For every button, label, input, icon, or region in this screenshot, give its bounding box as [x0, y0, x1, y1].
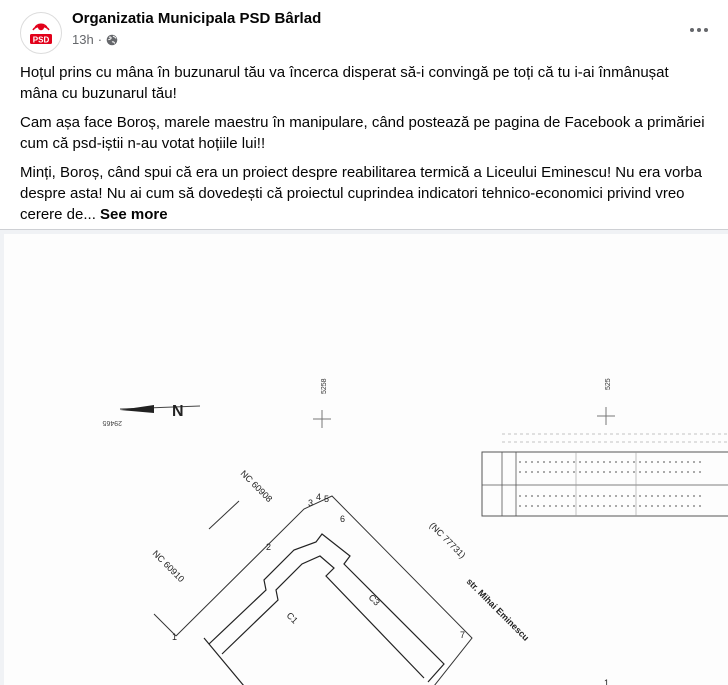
coordinate-cross-2 [597, 378, 615, 425]
c1-label: C1 [284, 610, 300, 626]
post-paragraph-3 [20, 162, 710, 225]
coord-label-1: 5258 [321, 378, 328, 394]
north-arrow-icon [102, 403, 200, 426]
nc-c-label: (NC 77731) [427, 520, 468, 561]
post-header [0, 0, 728, 58]
point-4-label: 4 [316, 492, 322, 502]
meta-separator: · [97, 32, 103, 47]
post-timestamp[interactable]: 13h [72, 32, 94, 47]
coord-label-2: 525 [605, 378, 612, 390]
point-1-label: 1 [172, 632, 178, 642]
nc-b-label: NC 60910 [150, 548, 187, 585]
post-paragraph-3-text: Minți, Boroș, când spui că era un proiect despre reabilitarea termică a Liceului Eminescu! Nu era vorba despre asta! Nu ai cum să dovedești că proiectul cuprindea indicatori tehnico-economici privind vreo cerere de... [20, 164, 703, 223]
post-text [20, 62, 710, 233]
psd-logo [21, 13, 61, 53]
point-6-label: 6 [340, 514, 346, 524]
globe-icon[interactable] [106, 34, 118, 46]
post-paragraph-2: Cam așa face Boroș, marele maestru în manipulare, când postează pe pagina de Facebook a primăriei cum că psd-iștii n-au votat hoțiile lui!! [20, 114, 705, 152]
point-5-label: 5 [324, 494, 330, 504]
more-options-button[interactable] [683, 14, 715, 46]
page-name-link[interactable]: Organizatia Municipala PSD Bârlad [72, 10, 322, 27]
post-image[interactable] [0, 229, 728, 685]
cadastral-plan-scan [4, 234, 728, 685]
page-avatar[interactable] [20, 12, 62, 54]
point-1b-label: 1 [604, 678, 610, 685]
avatar-logo-text: PSD [32, 35, 50, 45]
coordinate-table [482, 434, 728, 516]
north-label: N [172, 403, 184, 420]
more-horizontal-icon [689, 27, 709, 33]
parcel-boundaries [154, 496, 472, 685]
coordinate-cross-1 [313, 378, 331, 428]
post-paragraph-1: Hoțul prins cu mâna în buzunarul tău va încerca disperat să-i convingă pe toți că tu i-ai înmânușat mâna cu buzunarul tău! [20, 64, 669, 102]
point-2-label: 2 [266, 542, 272, 552]
post-meta [72, 32, 118, 47]
site-plan-drawing [4, 234, 728, 685]
building-outline [204, 534, 444, 685]
c3-label: C3 [366, 592, 382, 608]
see-more-link[interactable]: See more [100, 206, 168, 223]
street-label: str. Mihai Eminescu [464, 576, 532, 643]
nc-a-label: NC 60908 [238, 468, 275, 505]
point-7-label: 7 [460, 630, 466, 640]
point-3-label: 3 [308, 498, 314, 508]
scale-number-label: 29465 [102, 419, 122, 426]
